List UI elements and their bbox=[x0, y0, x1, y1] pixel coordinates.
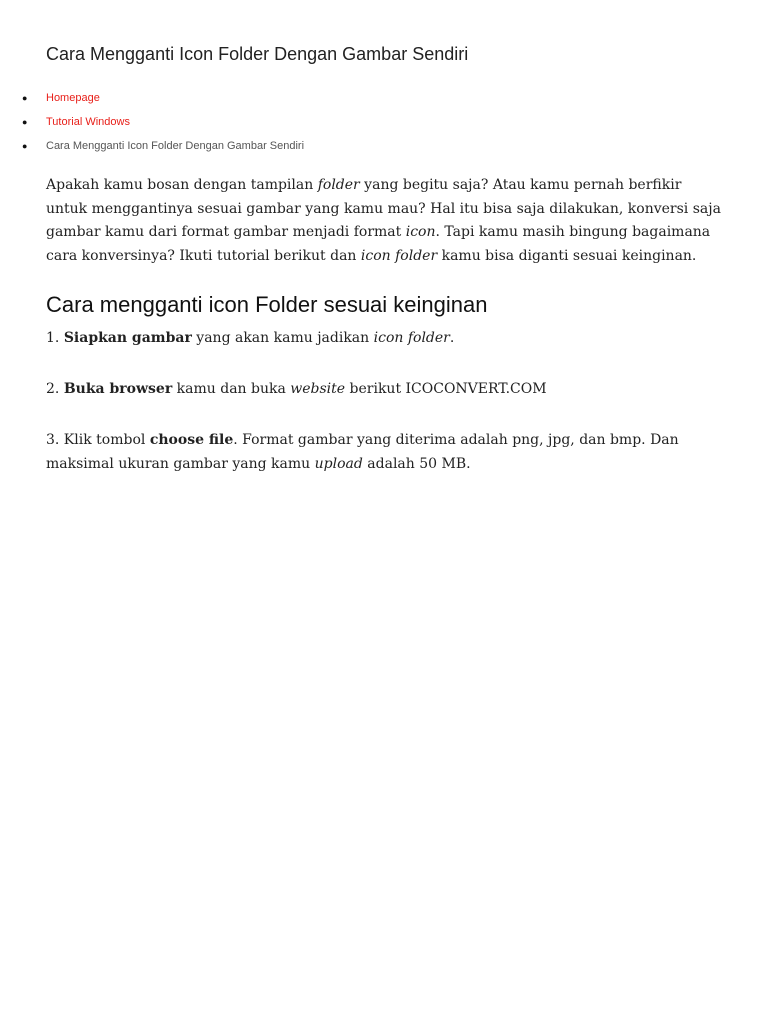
step-1 bbox=[46, 326, 722, 350]
step-text: yang akan kamu jadikan bbox=[191, 330, 374, 346]
breadcrumb-current: Cara Mengganti Icon Folder Dengan Gambar Sendiri bbox=[46, 140, 305, 152]
step-2 bbox=[46, 377, 722, 401]
bullet-icon: ● bbox=[22, 141, 28, 151]
intro-paragraph bbox=[46, 174, 722, 268]
breadcrumb-item-homepage bbox=[22, 86, 722, 110]
section-heading: Cara mengganti icon Folder sesuai keinginan bbox=[46, 292, 488, 317]
intro-emphasis: icon bbox=[405, 224, 436, 240]
bullet-icon: ● bbox=[22, 117, 28, 127]
step-text: kamu dan buka bbox=[172, 381, 291, 397]
intro-text: yang begitu saja? Atau kamu pernah berfikir untuk menggantinya sesuai gambar yang kamu mau? Hal itu bisa saja dilakukan, konversi saja gambar kamu dari format gambar menjadi format bbox=[46, 177, 721, 240]
page-title: Cara Mengganti Icon Folder Dengan Gambar Sendiri bbox=[46, 44, 469, 64]
intro-text: kamu bisa diganti sesuai keinginan. bbox=[437, 247, 697, 264]
step-text: . bbox=[449, 330, 455, 346]
step-number: 1. bbox=[46, 330, 64, 346]
step-emphasis: website bbox=[290, 381, 346, 397]
step-text: berikut ICOCONVERT.COM bbox=[345, 381, 547, 397]
step-bold: Siapkan gambar bbox=[63, 330, 192, 346]
step-emphasis: icon folder bbox=[373, 330, 450, 346]
breadcrumb-item-tutorial-windows bbox=[22, 110, 722, 134]
intro-emphasis: icon folder bbox=[360, 247, 438, 264]
intro-text: . Tapi kamu masih bingung bagaimana cara konversinya? Ikuti tutorial berikut dan bbox=[46, 224, 711, 264]
step-3 bbox=[46, 428, 722, 476]
step-bold: choose file bbox=[149, 432, 234, 448]
step-text: adalah 50 MB. bbox=[362, 456, 471, 472]
step-text: . Format gambar yang diterima adalah png, jpg, dan bmp. Dan maksimal ukuran gambar yang kamu bbox=[46, 432, 679, 472]
breadcrumb-link-homepage[interactable]: Homepage bbox=[46, 92, 100, 104]
step-number: 2. bbox=[46, 381, 64, 397]
step-emphasis: upload bbox=[314, 456, 363, 472]
step-number: 3. Klik tombol bbox=[46, 432, 150, 448]
step-bold: Buka browser bbox=[63, 381, 173, 397]
intro-emphasis: folder bbox=[317, 177, 360, 193]
breadcrumb-link-tutorial-windows[interactable]: Tutorial Windows bbox=[46, 116, 130, 128]
intro-text: Apakah kamu bosan dengan tampilan bbox=[46, 177, 318, 193]
breadcrumb bbox=[22, 86, 722, 158]
bullet-icon: ● bbox=[22, 93, 28, 103]
breadcrumb-item-current bbox=[22, 134, 722, 158]
